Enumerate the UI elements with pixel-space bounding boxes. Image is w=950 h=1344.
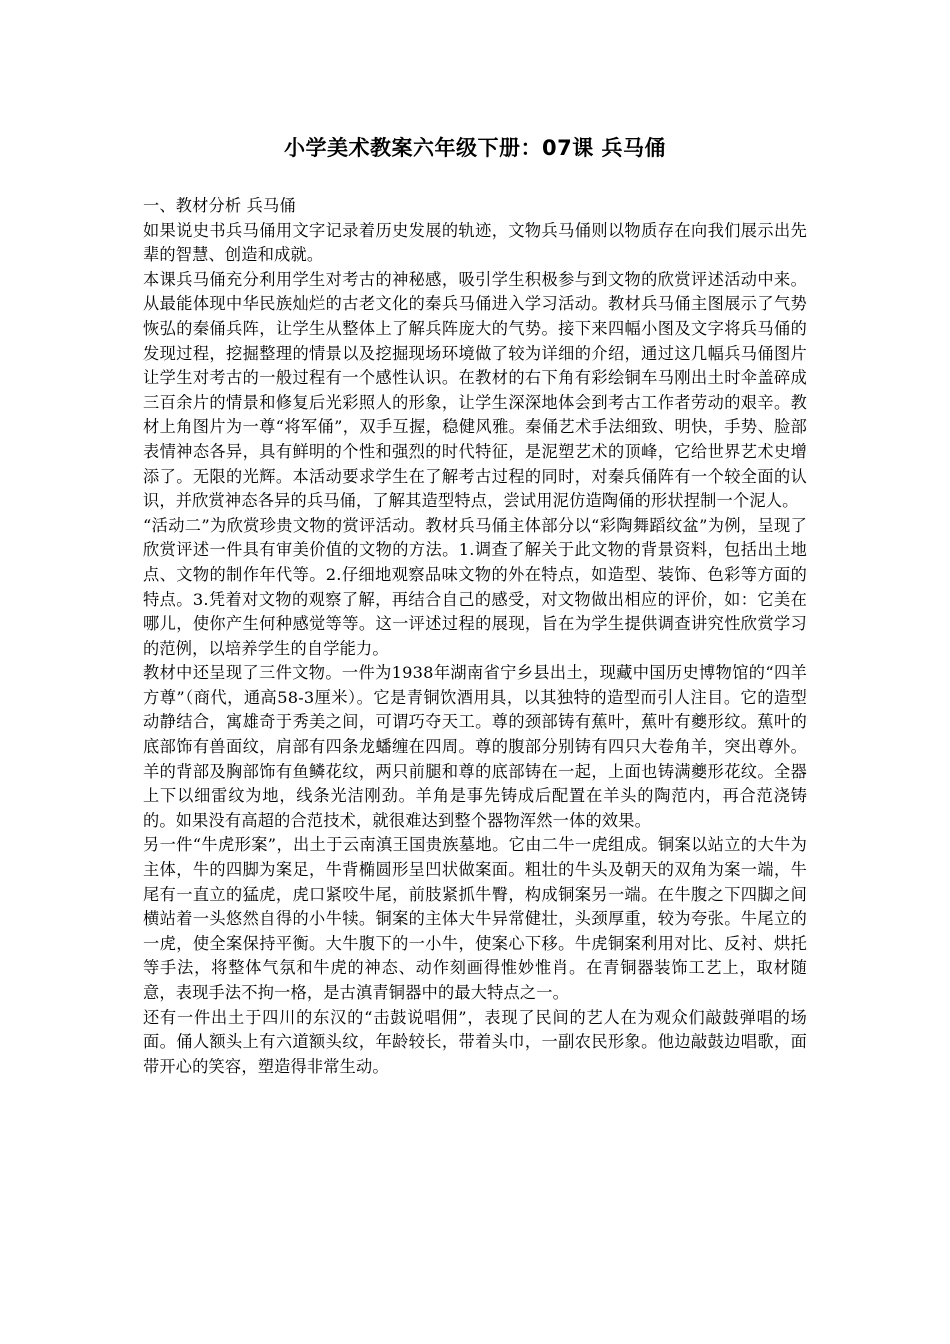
document-body	[143, 194, 807, 1079]
paragraph-four-goat-zun: 教材中还呈现了三件文物。一件为1938年湖南省宁乡县出土，现藏中国历史博物馆的“四羊方尊”（商代，通高58-3厘米）。它是青铜饮酒用具，以其独特的造型而引人注目。它的造型动静结合，寓雄奇于秀美之间，可谓巧夺天工。尊的颈部铸有蕉叶，蕉叶有夔形纹。蕉叶的底部饰有兽面纹，肩部有四条龙蟠缠在四周。尊的腹部分别铸有四只大卷角羊，突出尊外。羊的背部及胸部饰有鱼鳞花纹，两只前腿和尊的底部铸在一起，上面也铸满夔形花纹。全器上下以细雷纹为地，线条光洁刚劲。羊角是事先铸成后配置在羊头的陶范内，再合范浇铸的。如果没有高超的合范技术，就很难达到整个器物浑然一体的效果。	[143, 663, 807, 830]
section-heading: 一、教材分析 兵马俑	[143, 196, 296, 215]
paragraph-intro: 如果说史书兵马俑用文字记录着历史发展的轨迹，文物兵马俑则以物质存在向我们展示出先辈的智慧、创造和成就。	[143, 220, 807, 265]
document-title: 小学美术教案六年级下册：07课 兵马俑	[283, 136, 667, 160]
paragraph-activity-two: “活动二”为欣赏珍贵文物的赏评活动。教材兵马俑主体部分以“彩陶舞蹈纹盆”为例，呈现了欣赏评述一件具有审美价值的文物的方法。1.调查了解关于此文物的背景资料，包括出土地点、文物的制作年代等。2.仔细地观察品味文物的外在特点，如造型、装饰、色彩等方面的特点。3.凭着对文物的观察了解，再结合自己的感受，对文物做出相应的评价，如：它美在哪儿，使你产生何种感觉等等。这一评述过程的展现，旨在为学生提供调查讲究性欣赏学习的范例，以培养学生的自学能力。	[143, 515, 807, 658]
paragraph-drum-storyteller: 还有一件出土于四川的东汉的“击鼓说唱佣”，表现了民间的艺人在为观众们敲鼓弹唱的场面。俑人额头上有六道额头纹，年龄较长，带着头巾，一副农民形象。他边敲鼓边唱歌，面带开心的笑容，塑造得非常生动。	[143, 1007, 807, 1076]
paragraph-lesson-overview: 本课兵马俑充分利用学生对考古的神秘感，吸引学生积极参与到文物的欣赏评述活动中来。从最能体现中华民族灿烂的古老文化的秦兵马俑进入学习活动。教材兵马俑主图展示了气势恢弘的秦俑兵阵，让学生从整体上了解兵阵庞大的气势。接下来四幅小图及文字将兵马俑的发现过程，挖掘整理的情景以及挖掘现场环境做了较为详细的介绍，通过这几幅兵马俑图片让学生对考古的一般过程有一个感性认识。在教材的右下角有彩绘铜车马刚出土时伞盖碎成三百余片的情景和修复后光彩照人的形象，让学生深深地体会到考古工作者劳动的艰辛。教材上角图片为一尊“将军俑”，双手互握，稳健风雅。秦俑艺术手法细致、明快，手势、脸部表情神态各异，具有鲜明的个性和强烈的时代特征，是泥塑艺术的顶峰，它给世界艺术史增添了。无限的光辉。本活动要求学生在了解考古过程的同时，对秦兵俑阵有一个较全面的认识，并欣赏神态各异的兵马俑，了解其造型特点，尝试用泥仿造陶俑的形状捏制一个泥人。	[143, 269, 807, 511]
paragraph-ox-tiger-table: 另一件“牛虎形案”，出土于云南滇王国贵族墓地。它由二牛一虎组成。铜案以站立的大牛为主体，牛的四脚为案足，牛背椭圆形呈凹状做案面。粗壮的牛头及朝天的双角为案一端，牛尾有一直立的猛虎，虎口紧咬牛尾，前肢紧抓牛臀，构成铜案另一端。在牛腹之下四脚之间横站着一头悠然自得的小牛犊。铜案的主体大牛异常健壮，头颈厚重，较为夸张。牛尾立的一虎，使全案保持平衡。大牛腹下的一小牛，使案心下移。牛虎铜案利用对比、反衬、烘托等手法，将整体气氛和牛虎的神态、动作刻画得惟妙惟肖。在青铜器装饰工艺上，取材随意，表现手法不拘一格，是古滇青铜器中的最大特点之一。	[143, 835, 807, 1002]
